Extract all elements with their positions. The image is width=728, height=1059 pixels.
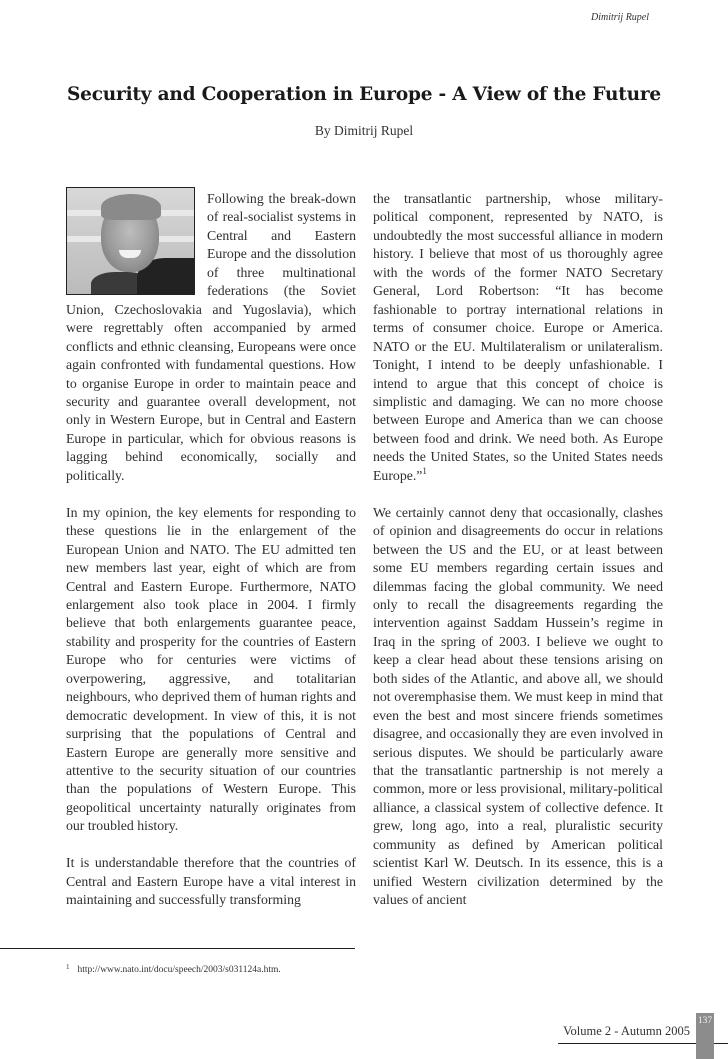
footnote-reference[interactable]: 1 [422,465,427,476]
paragraph: It is understandable therefore that the countries of Central and Eastern Europe have a vital interest in maintaining and successfully transforming [66,855,356,908]
article-byline: By Dimitrij Rupel [314,123,414,138]
running-head: Dimitrij Rupel [590,12,650,23]
paragraph: Following the break-down of real-socialist systems in Central and Eastern Europe and the dissolution of three multinational federations (the Soviet Union, Czechoslovakia and Yugoslavia), which were regrettably often accompanied by armed conflicts and ethnic cleansing, Europeans were once again confronted with fundamental questions. How to organise Europe in order to maintain peace and security and guarantee overall development, not only in Western Europe, but in Central and Eastern Europe in particular, which for obvious reasons is lagging behind economically, socially and politically. [66,191,356,483]
page-number-tab [696,1013,714,1059]
left-column [66,190,356,910]
article-title: Security and Cooperation in Europe - A View of the Future [67,84,661,105]
footnote [66,963,281,975]
volume-label: Volume 2 - Autumn 2005 [563,1024,690,1038]
author-photo [66,187,195,295]
paragraph [373,190,663,485]
footnote-divider [0,948,355,949]
footnote-link[interactable]: http://www.nato.int/docu/speech/2003/s031124a.htm. [77,965,281,975]
paragraph: In my opinion, the key elements for responding to these questions lie in the enlargement of the European Union and NATO. The EU admitted ten new members last year, eight of which are from Central and Eastern Europe. Furthermore, NATO enlargement also took place in 2004. I firmly believe that both enlargements guarantee peace, stability and prosperity for the countries of Eastern Europe who for centuries were victims of overpowering, aggressive, and totalitarian neighbours, who deprived them of human rights and democratic development. In view of this, it is not surprising that the populations of Central and Eastern Europe are generally more sensitive and attentive to the security situation of our countries than the populations of Western Europe. This geopolitical uncertainty naturally originates from our troubled history. [66,504,356,834]
footnote-marker: 1 [66,963,70,971]
photo-hair [101,194,161,220]
paragraph: We certainly cannot deny that occasionally, clashes of opinion and disagreements do occur in relations between the US and the EU, or at least between some EU members regarding certain issues and dilemmas facing the global community. We need only to recall the disagreements regarding the intervention against Saddam Hussein’s regime in Iraq in the spring of 2003. I believe we ought to keep a clear head about these tensions arising on both sides of the Atlantic, and above all, we should not overemphasise them. We must keep in mind that even the best and most sincere friends sometimes disagree, and occasionally they are even involved in serious disputes. We should be particularly aware that the transatlantic partnership is not merely a common, more or less provisional, military-political alliance, a classical system of collective defence. It grew, long ago, into a real, pluralistic security community as defined by American political scientist Karl W. Deutsch. In its essence, this is a unified Western civilization determined by the values of ancient [373,504,663,908]
page-number: 137 [697,1016,713,1026]
paragraph-text: the transatlantic partnership, whose military-political component, represented by NATO, is undoubtedly the most successful alliance in modern history. I believe that most of us thoroughly agree with the words of the former NATO Secretary General, Lord Robertson: “It has become fashionable to portray international relations in terms of consumer choice. Europe or America. NATO or the EU. Multilateralism or unilateralism. Tonight, I intend to be deeply unfashionable. I intend to argue that this concept of choice is simplistic and damaging. We can no more choose between Europe and America than we can choose between food and drink. We need both. As Europe needs the United States, so the United States needs Europe.” [373,191,663,483]
right-column [373,190,663,910]
